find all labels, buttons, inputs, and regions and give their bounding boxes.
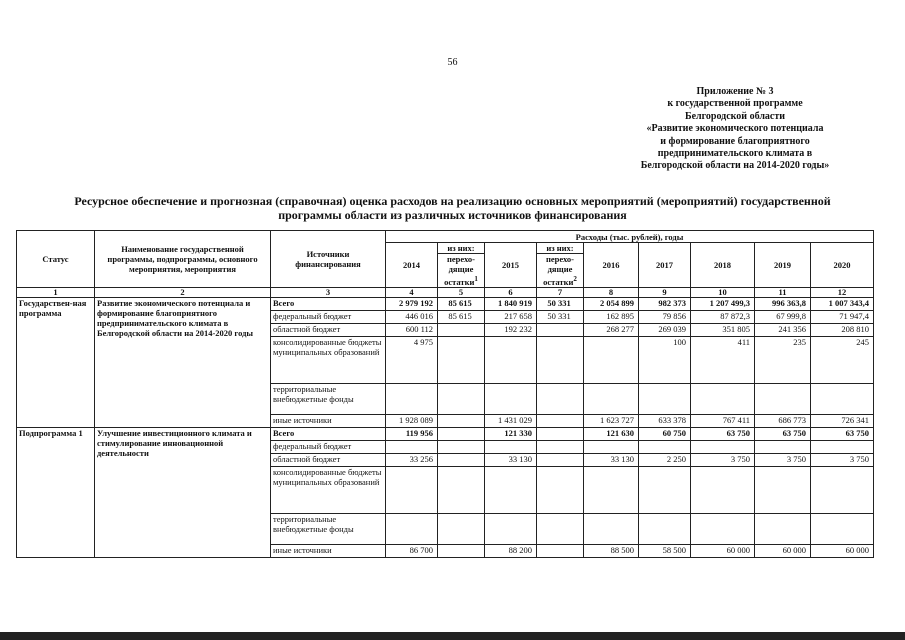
- table-row: [17, 298, 874, 311]
- value-cell: 351 805: [691, 324, 755, 337]
- header-status: Статус: [17, 231, 95, 288]
- value-cell: [438, 415, 485, 428]
- header-year-2014: 2014: [386, 243, 438, 288]
- value-cell: 235: [755, 337, 811, 384]
- value-cell: 87 872,3: [691, 311, 755, 324]
- source-cell: консолидированные бюджеты муниципальных образований: [271, 337, 386, 384]
- value-cell: 446 016: [386, 311, 438, 324]
- header-year-2017: 2017: [639, 243, 691, 288]
- appendix-line: Белгородской области: [684, 110, 786, 122]
- value-cell: [755, 441, 811, 454]
- header-year-2015: 2015: [485, 243, 537, 288]
- value-cell: [537, 514, 584, 545]
- source-cell: иные источники: [271, 415, 386, 428]
- value-cell: 71 947,4: [811, 311, 874, 324]
- appendix-line: предпринимательского климата в: [657, 148, 813, 160]
- value-cell: [438, 514, 485, 545]
- value-cell: [438, 441, 485, 454]
- program-name-cell: Развитие экономического потенциала и формирование благоприятного предпринимательского климата в Белгородской области на 2014-2020 годы: [95, 298, 271, 428]
- value-cell: 2 250: [639, 454, 691, 467]
- value-cell: [537, 428, 584, 441]
- value-cell: 1 840 919: [485, 298, 537, 311]
- value-cell: 241 356: [755, 324, 811, 337]
- source-cell: Всего: [271, 298, 386, 311]
- value-cell: 60 000: [755, 545, 811, 558]
- appendix-header: [585, 86, 885, 173]
- value-cell: 63 750: [755, 428, 811, 441]
- program-name-cell: Улучшение инвестиционного климата и стимулирование инновационной деятельности: [95, 428, 271, 558]
- value-cell: 3 750: [755, 454, 811, 467]
- column-number: 9: [639, 288, 691, 298]
- value-cell: [386, 514, 438, 545]
- value-cell: [691, 441, 755, 454]
- document-title: [30, 194, 875, 222]
- value-cell: [485, 337, 537, 384]
- value-cell: [584, 514, 639, 545]
- status-cell: Подпрограмма 1: [17, 428, 95, 558]
- source-cell: областной бюджет: [271, 324, 386, 337]
- source-cell: территориальные внебюджетные фонды: [271, 384, 386, 415]
- value-cell: 600 112: [386, 324, 438, 337]
- source-cell: областной бюджет: [271, 454, 386, 467]
- value-cell: [755, 384, 811, 415]
- value-cell: [584, 384, 639, 415]
- source-cell: федеральный бюджет: [271, 311, 386, 324]
- title-line-1: Ресурсное обеспечение и прогнозная (справочная) оценка расходов на реализацию основных мероприятий (мероприятий) государственной: [74, 194, 831, 208]
- value-cell: 3 750: [811, 454, 874, 467]
- value-cell: [537, 454, 584, 467]
- appendix-line: Приложение № 3: [696, 86, 774, 97]
- value-cell: 996 363,8: [755, 298, 811, 311]
- value-cell: 162 895: [584, 311, 639, 324]
- value-cell: [755, 467, 811, 514]
- value-cell: 79 856: [639, 311, 691, 324]
- value-cell: 88 500: [584, 545, 639, 558]
- value-cell: 85 615: [438, 298, 485, 311]
- value-cell: 4 975: [386, 337, 438, 384]
- value-cell: 633 378: [639, 415, 691, 428]
- value-cell: 1 007 343,4: [811, 298, 874, 311]
- table-row: [17, 428, 874, 441]
- header-expenses: Расходы (тыс. рублей), годы: [386, 231, 874, 243]
- value-cell: 63 750: [691, 428, 755, 441]
- column-number: 4: [386, 288, 438, 298]
- value-cell: 63 750: [811, 428, 874, 441]
- page-number: 56: [447, 57, 458, 68]
- appendix-line: «Развитие экономического потенциала: [646, 123, 824, 135]
- value-cell: 192 232: [485, 324, 537, 337]
- value-cell: 60 750: [639, 428, 691, 441]
- column-number: 2: [95, 288, 271, 298]
- value-cell: 1 928 089: [386, 415, 438, 428]
- column-number: 11: [755, 288, 811, 298]
- value-cell: [537, 545, 584, 558]
- value-cell: 1 623 727: [584, 415, 639, 428]
- value-cell: [811, 467, 874, 514]
- header-of-them-2: из них:: [537, 243, 584, 254]
- value-cell: [485, 441, 537, 454]
- value-cell: [485, 384, 537, 415]
- value-cell: 269 039: [639, 324, 691, 337]
- value-cell: [639, 441, 691, 454]
- value-cell: 208 810: [811, 324, 874, 337]
- value-cell: [485, 467, 537, 514]
- column-number-row: [17, 288, 874, 298]
- value-cell: [537, 415, 584, 428]
- value-cell: 60 000: [691, 545, 755, 558]
- value-cell: 411: [691, 337, 755, 384]
- column-number: 10: [691, 288, 755, 298]
- header-year-2019: 2019: [755, 243, 811, 288]
- header-carryover-1: перехо- дящие остатки$^1$: [438, 254, 485, 288]
- value-cell: [438, 467, 485, 514]
- value-cell: [386, 467, 438, 514]
- value-cell: 50 331: [537, 311, 584, 324]
- column-number: 6: [485, 288, 537, 298]
- status-cell: Государствен-ная программа: [17, 298, 95, 428]
- header-year-2020: 2020: [811, 243, 874, 288]
- value-cell: [537, 324, 584, 337]
- title-line-2: программы области из различных источников финансирования: [278, 208, 627, 222]
- value-cell: 121 330: [485, 428, 537, 441]
- value-cell: [485, 514, 537, 545]
- source-cell: территориальные внебюджетные фонды: [271, 514, 386, 545]
- column-number: 3: [271, 288, 386, 298]
- value-cell: 119 956: [386, 428, 438, 441]
- value-cell: 33 256: [386, 454, 438, 467]
- value-cell: [438, 337, 485, 384]
- appendix-line: к государственной программе: [667, 98, 803, 110]
- value-cell: 982 373: [639, 298, 691, 311]
- value-cell: [639, 467, 691, 514]
- header-carryover-2: перехо- дящие остатки$^2$: [537, 254, 584, 288]
- value-cell: 33 130: [584, 454, 639, 467]
- value-cell: [811, 384, 874, 415]
- value-cell: [639, 384, 691, 415]
- value-cell: 2 979 192: [386, 298, 438, 311]
- value-cell: 33 130: [485, 454, 537, 467]
- value-cell: [438, 545, 485, 558]
- value-cell: 100: [639, 337, 691, 384]
- column-number: 8: [584, 288, 639, 298]
- header-year-2016: 2016: [584, 243, 639, 288]
- value-cell: [386, 441, 438, 454]
- value-cell: [438, 428, 485, 441]
- value-cell: [639, 514, 691, 545]
- scan-bottom-edge: [0, 632, 905, 640]
- value-cell: 726 341: [811, 415, 874, 428]
- value-cell: 58 500: [639, 545, 691, 558]
- value-cell: [584, 441, 639, 454]
- value-cell: [537, 467, 584, 514]
- value-cell: 88 200: [485, 545, 537, 558]
- value-cell: [691, 514, 755, 545]
- column-number: 12: [811, 288, 874, 298]
- appendix-line: Белгородской области на 2014-2020 годы»: [640, 160, 830, 172]
- value-cell: 50 331: [537, 298, 584, 311]
- value-cell: [755, 514, 811, 545]
- value-cell: 3 750: [691, 454, 755, 467]
- value-cell: 1 207 499,3: [691, 298, 755, 311]
- value-cell: 2 054 899: [584, 298, 639, 311]
- column-number: 5: [438, 288, 485, 298]
- value-cell: 86 700: [386, 545, 438, 558]
- value-cell: 217 658: [485, 311, 537, 324]
- value-cell: [537, 441, 584, 454]
- resource-table: [16, 230, 874, 558]
- value-cell: 767 411: [691, 415, 755, 428]
- value-cell: [438, 384, 485, 415]
- value-cell: 85 615: [438, 311, 485, 324]
- value-cell: [811, 514, 874, 545]
- header-sources: Источники финансирования: [271, 231, 386, 288]
- column-number: 1: [17, 288, 95, 298]
- value-cell: [537, 337, 584, 384]
- header-of-them-1: из них:: [438, 243, 485, 254]
- value-cell: 60 000: [811, 545, 874, 558]
- source-cell: иные источники: [271, 545, 386, 558]
- value-cell: 121 630: [584, 428, 639, 441]
- value-cell: [691, 384, 755, 415]
- header-name: Наименование государственной программы, подпрограммы, основного мероприятия, мероприятия: [95, 231, 271, 288]
- value-cell: 1 431 029: [485, 415, 537, 428]
- source-cell: Всего: [271, 428, 386, 441]
- appendix-line: и формирование благоприятного: [660, 135, 810, 147]
- value-cell: [386, 384, 438, 415]
- value-cell: [537, 384, 584, 415]
- source-cell: консолидированные бюджеты муниципальных образований: [271, 467, 386, 514]
- header-year-2018: 2018: [691, 243, 755, 288]
- value-cell: 686 773: [755, 415, 811, 428]
- value-cell: [691, 467, 755, 514]
- source-cell: федеральный бюджет: [271, 441, 386, 454]
- value-cell: [584, 337, 639, 384]
- value-cell: [584, 467, 639, 514]
- value-cell: [811, 441, 874, 454]
- value-cell: 67 999,8: [755, 311, 811, 324]
- value-cell: [438, 324, 485, 337]
- column-number: 7: [537, 288, 584, 298]
- value-cell: 245: [811, 337, 874, 384]
- value-cell: 268 277: [584, 324, 639, 337]
- value-cell: [438, 454, 485, 467]
